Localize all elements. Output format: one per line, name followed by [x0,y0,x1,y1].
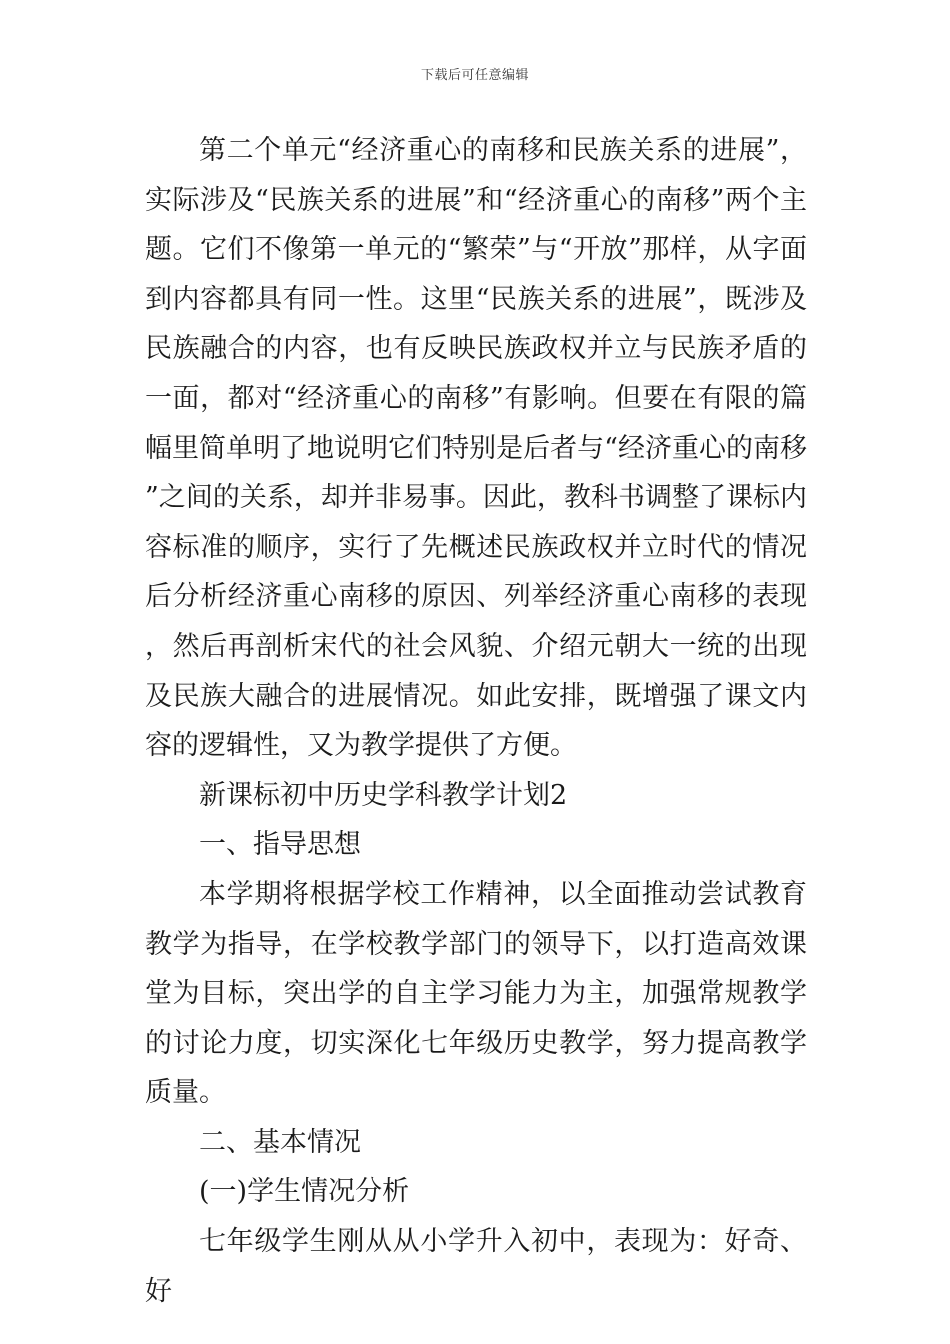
heading-guiding-ideology: 一、指导思想 [199,829,361,861]
document-body [145,126,807,1316]
heading-basic-situation: 二、基本情况 [199,1126,361,1158]
paragraph-student-analysis: 七年级学生刚从从小学升入初中，表现为：好奇、好 [145,1226,807,1307]
section-title-plan: 新课标初中历史学科教学计划2 [199,779,568,811]
page-header: 下载后可任意编辑 [420,68,529,83]
subheading-student-analysis: (一)学生情况分析 [199,1176,410,1208]
paragraph-guiding-ideology: 本学期将根据学校工作精神，以全面推动尝试教育教学为指导，在学校教学部门的领导下，以打造高效课堂为目标，突出学的自主学习能力为主，加强常规教学的讨论力度，切实深化七年级历史教学，努力提高教学质量。 [145,878,807,1109]
paragraph-unit-two-analysis: 第二个单元“经济重心的南移和民族关系的进展”，实际涉及“民族关系的进展”和“经济重心的南移”两个主题。它们不像第一单元的“繁荣”与“开放”那样，从字面到内容都具有同一性。这里“民族关系的进展”，既涉及民族融合的内容，也有反映民族政权并立与民族矛盾的一面，都对“经济重心的南移”有影响。但要在有限的篇幅里简单明了地说明它们特别是后者与“经济重心的南移”之间的关系，却并非易事。因此，教科书调整了课标内容标准的顺序，实行了先概述民族政权并立时代的情况后分析经济重心南移的原因、列举经济重心南移的表现，然后再剖析宋代的社会风貌、介绍元朝大一统的出现及民族大融合的进展情况。如此安排，既增强了课文内容的逻辑性，又为教学提供了方便。 [145,135,807,762]
